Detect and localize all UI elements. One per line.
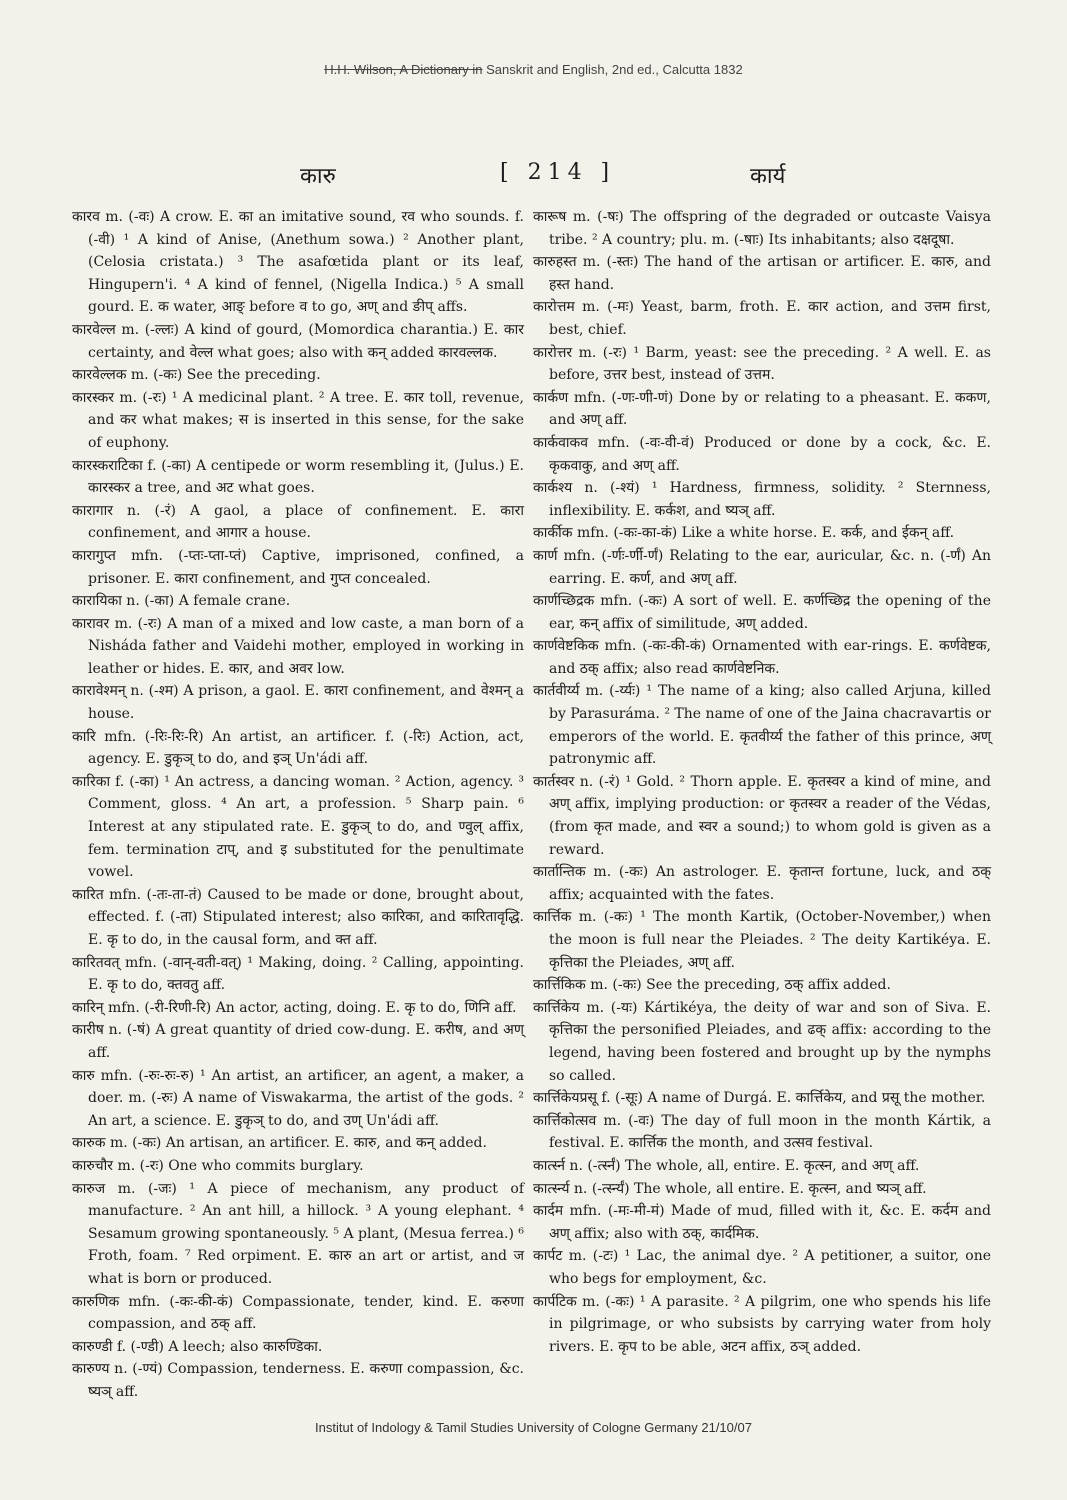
dictionary-entry: कारित mfn. (-तः-ता-तं) Caused to be made or done, brought about, effected. f. (-ता) Stipulated interest; also कारिका, and कारितावृद्धि. E. कृ to do, in the causal form, and क्त aff. — [72, 886, 524, 948]
dictionary-entry: कारि mfn. (-रिः-रिः-रि) An artist, an artificer. f. (-रिः) Action, act, agency. E. डुकृञ् to do, and इञ् Un'ádi aff. — [72, 728, 524, 768]
dictionary-entry: कारितवत् mfn. (-वान्-वती-वत्) ¹ Making, doing. ² Calling, appointing. E. कृ to do, क्तवतु aff. — [72, 954, 524, 994]
dictionary-entry: कारागुप्त mfn. (-प्तः-प्ता-प्तं) Captive, imprisoned, confined, a prisoner. E. कारा confinement, and गुप्त concealed. — [72, 547, 524, 587]
page-number: [ 214 ] — [500, 160, 616, 185]
dictionary-entry: कारवेल्ल m. (-ल्लः) A kind of gourd, (Momordica charantia.) E. कार certainty, and वेल्ल what goes; also with कन् added कारवल्लक. — [72, 321, 524, 361]
dictionary-entry: कार्पट m. (-टः) ¹ Lac, the animal dye. ² A petitioner, a suitor, one who begs for employment, &c. — [533, 1248, 991, 1287]
dictionary-entry: कारोत्तर m. (-रः) ¹ Barm, yeast: see the preceding. ² A well. E. as before, उत्तर best, instead of उत्तम. — [533, 344, 991, 384]
dictionary-entry: कारोत्तम m. (-मः) Yeast, barm, froth. E. कार action, and उत्तम first, best, chief. — [533, 299, 991, 338]
source-credit-rest: Sanskrit and English, 2nd ed., Calcutta 1832 — [482, 62, 743, 77]
dictionary-entry: कार्त्तिकेय m. (-यः) Kártikéya, the deity of war and son of Siva. E. कृत्तिका the personified Pleiades, and ढक् affix: according to the legend, having been fostered and brought up by the nymphs so called. — [533, 999, 991, 1084]
dictionary-entry: कारीष n. (-षं) A great quantity of dried cow-dung. E. करीष, and अण् aff. — [72, 1022, 524, 1061]
dictionary-entry: कार्त्तिकेयप्रसू f. (-सूः) A name of Durgá. E. कार्त्तिकेय, and प्रसू the mother. — [533, 1090, 986, 1107]
dictionary-entry: कारुण्डी f. (-ण्डी) A leech; also कारुण्डिका. — [72, 1338, 323, 1355]
dictionary-entry: कारुहस्त m. (-स्तः) The hand of the artisan or artificer. E. कारु, and हस्त hand. — [533, 254, 991, 293]
page-header — [60, 160, 1020, 194]
dictionary-entry: कारागार n. (-रं) A gaol, a place of confinement. E. कारा confinement, and आगार a house. — [72, 502, 524, 542]
dictionary-entry: कार्तस्वर n. (-रं) ¹ Gold. ² Thorn apple. E. कृतस्वर a kind of mine, and अण् affix, implying production: or कृतस्वर a reader of the Védas, (from कृत made, and स्वर a sound;) to whom gold is given as a reward. — [533, 773, 991, 858]
dictionary-entry: कार्कश्य n. (-श्यं) ¹ Hardness, firmness, solidity. ² Sternness, inflexibility. E. कर्कश, and ष्यञ् aff. — [533, 480, 991, 519]
dictionary-entry: कार्कण mfn. (-णः-णी-णं) Done by or relating to a pheasant. E. ककण, and अण् aff. — [533, 389, 991, 429]
dictionary-entry: कार्त्स्न्य n. (-र्त्स्न्यं) The whole, all entire. E. कृत्स्न, and ष्यञ् aff. — [533, 1180, 927, 1197]
dictionary-entry: कार्दम mfn. (-मः-मी-मं) Made of mud, filled with it, &c. E. कर्दम and अण् affix; also with ठक्, कार्दमिक. — [533, 1203, 991, 1242]
dictionary-entry: कारुज m. (-जः) ¹ A piece of mechanism, any product of manufacture. ² An ant hill, a hillock. ³ A young elephant. ⁴ Sesamum growing spontaneously. ⁵ A plant, (Mesua ferrea.) ⁶ Froth, foam. ⁷ Red orpiment. E. कारु an art or artist, and ज what is born or produced. — [72, 1180, 524, 1287]
dictionary-entry: कारुण्य n. (-ण्यं) Compassion, tenderness. E. करुणा compassion, &c. ष्यञ् aff. — [72, 1361, 524, 1400]
dictionary-entry: कारस्कर m. (-रः) ¹ A medicinal plant. ² A tree. E. कार toll, revenue, and कर what makes; स is inserted in this sense, for the sake of euphony. — [72, 389, 524, 451]
right-column — [533, 206, 991, 1358]
dictionary-entry: कारावेश्मन् n. (-श्म) A prison, a gaol. E. कारा confinement, and वेश्मन् a house. — [72, 683, 524, 723]
dictionary-entry: कार्त्स्न n. (-र्त्स्नं) The whole, all, entire. E. कृत्स्न, and अण् aff. — [533, 1157, 920, 1174]
dictionary-entry: कार्कीक mfn. (-कः-का-कं) Like a white horse. E. कर्क, and ईकन् aff. — [533, 525, 955, 542]
dictionary-entry: कार्त्तिक m. (-कः) ¹ The month Kartik, (October-November,) when the moon is full near the Pleiades. ² The deity Kartikéya. E. कृत्तिका the Pleiades, अण् aff. — [533, 909, 991, 971]
dictionary-entry: कारिन् mfn. (-री-रिणी-रि) An actor, acting, doing. E. कृ to do, णिनि aff. — [72, 999, 517, 1016]
header-left-guide-word: कारु — [300, 164, 336, 189]
dictionary-entry: कारवेल्लक m. (-कः) See the preceding. — [72, 367, 321, 384]
institution-credit: Institut of Indology & Tamil Studies University of Cologne Germany 21/10/07 — [315, 1420, 752, 1435]
dictionary-entry: कारायिका n. (-का) A female crane. — [72, 593, 291, 610]
dictionary-entry: कारुणिक mfn. (-कः-की-कं) Compassionate, tender, kind. E. करुणा compassion, and ठक् aff. — [72, 1293, 524, 1333]
dictionary-entry: कारिका f. (-का) ¹ An actress, a dancing woman. ² Action, agency. ³ Comment, gloss. ⁴ An art, a profession. ⁵ Sharp pain. ⁶ Interest at any stipulated rate. E. डुकृञ् to do, and ण्वुल् affix, fem. termination टाप्, and इ substituted for the penultimate vowel. — [72, 773, 524, 881]
source-credit-struck: H.H. Wilson, A Dictionary in — [324, 62, 483, 77]
left-column — [72, 206, 524, 1403]
dictionary-entry: कार्णच्छिद्रक mfn. (-कः) A sort of well. E. कर्णच्छिद्र the opening of the ear, कन् affix of similitude, अण् added. — [533, 593, 991, 632]
dictionary-entry: कार्णवेष्टकिक mfn. (-कः-की-कं) Ornamented with ear-rings. E. कर्णवेष्टक, and ठक् affix; also read कार्णवेष्टनिक. — [533, 638, 991, 677]
dictionary-entry: कारु mfn. (-रुः-रुः-रु) ¹ An artist, an artificer, an agent, a maker, a doer. m. (-रुः) A name of Viswakarma, the artist of the gods. ² An art, a science. E. डुकृञ् to do, and उण् Un'ádi aff. — [72, 1067, 524, 1129]
dictionary-entry: कार्त्तिकिक m. (-कः) See the preceding, ठक् affix added. — [533, 977, 891, 994]
dictionary-entry: कारव m. (-वः) A crow. E. का an imitative sound, रव who sounds. f. (-वी) ¹ A kind of Anise, (Anethum sowa.) ² Another plant, (Celosia cristata.) ³ The asafœtida plant or its leaf, Hingupern'i. ⁴ A kind of fennel, (Nigella Indica.) ⁵ A small gourd. E. क water, आङ् before व to go, अण् and ङीप् affs. — [72, 209, 524, 316]
header-right-guide-word: कार्य — [750, 164, 786, 189]
dictionary-entry: कारस्कराटिका f. (-का) A centipede or worm resembling it, (Julus.) E. कारस्कर a tree, and अट what goes. — [72, 457, 524, 497]
dictionary-entry: कार्तान्तिक m. (-कः) An astrologer. E. कृतान्त fortune, luck, and ठक् affix; acquainted with the fates. — [533, 864, 991, 903]
dictionary-entry: कारावर m. (-रः) A man of a mixed and low caste, a man born of a Nisháda father and Vaidehi mother, employed in working in leather or hides. E. कार, and अवर low. — [72, 615, 524, 677]
dictionary-entry: कार्त्तिकोत्सव m. (-वः) The day of full moon in the month Kártik, a festival. E. कार्त्तिक the month, and उत्सव festival. — [533, 1112, 991, 1152]
dictionary-entry: कार्कवाकव mfn. (-वः-वी-वं) Produced or done by a cock, &c. E. कृकवाकु, and अण् aff. — [533, 434, 991, 474]
dictionary-entry: कार्ण mfn. (-र्णः-र्णी-र्णं) Relating to the ear, auricular, &c. n. (-र्णं) An earring. E. कर्ण, and अण् aff. — [533, 547, 991, 587]
dictionary-entry: कारुक m. (-कः) An artisan, an artificer. E. कारु, and कन् added. — [72, 1135, 487, 1152]
source-credit — [0, 62, 1067, 77]
dictionary-entry: कार्पटिक m. (-कः) ¹ A parasite. ² A pilgrim, one who spends his life in pilgrimage, or who subsists by carrying water from holy rivers. E. कृप to be able, अटन affix, ठञ् added. — [533, 1293, 991, 1355]
dictionary-entry: कारूष m. (-षः) The offspring of the degraded or outcaste Vaisya tribe. ² A country; plu. m. (-षाः) Its inhabitants; also दक्षदूषा. — [533, 209, 991, 248]
dictionary-entry: कार्तवीर्य्य m. (-र्य्यः) ¹ The name of a king; also called Arjuna, killed by Parasuráma. ² The name of one of the Jaina chacravartis or emperors of the world. E. कृतवीर्य्य the father of this prince, अण् patronymic aff. — [533, 683, 991, 768]
dictionary-entry: कारुचौर m. (-रः) One who commits burglary. — [72, 1157, 364, 1174]
